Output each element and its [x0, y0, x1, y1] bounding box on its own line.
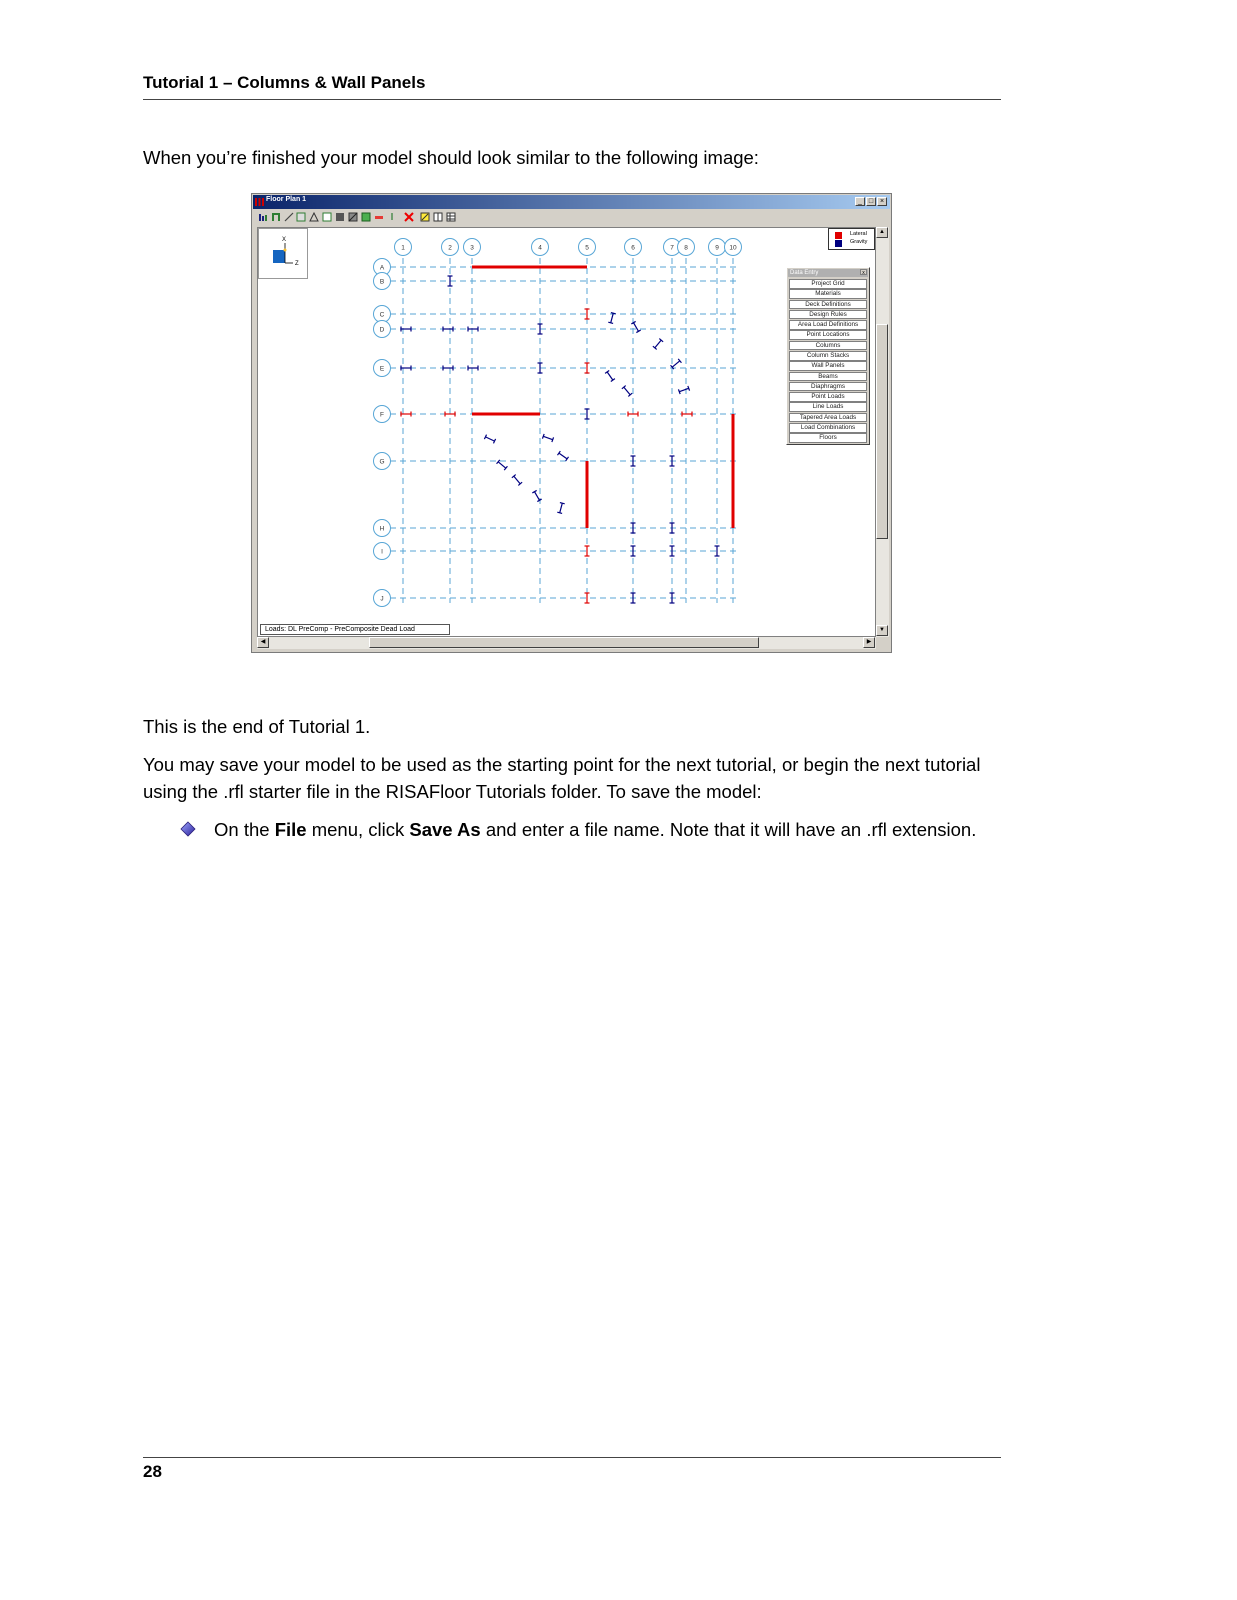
grid-label-row: D: [379, 326, 385, 334]
page-header: Tutorial 1 – Columns & Wall Panels: [143, 73, 426, 92]
data-entry-item-diaphragms[interactable]: Diaphragms: [789, 382, 867, 392]
end-paragraph: This is the end of Tutorial 1.: [143, 716, 371, 737]
grid-label-row: G: [379, 458, 385, 466]
vertical-scrollbar[interactable]: [876, 227, 889, 637]
grid-label-col: 10: [729, 244, 737, 252]
data-entry-item-columns[interactable]: Columns: [789, 341, 867, 351]
page-number: 28: [143, 1462, 162, 1481]
data-entry-item-column-stacks[interactable]: Column Stacks: [789, 351, 867, 361]
grid-label-col: 6: [631, 244, 635, 252]
deck-tool-icon[interactable]: [322, 212, 332, 222]
minimize-button[interactable]: _: [855, 197, 865, 206]
axis-indicator: [258, 228, 308, 279]
grid-label-row: I: [381, 548, 383, 556]
column-symbol: [653, 339, 663, 350]
column-symbol: [512, 475, 522, 486]
table-icon[interactable]: [433, 212, 443, 222]
panel-tool-icon[interactable]: [335, 212, 345, 222]
column-symbol: [622, 386, 632, 397]
legend-lateral: Lateral: [850, 231, 867, 237]
column-symbol: [484, 435, 495, 444]
footer-rule: [143, 1457, 1001, 1458]
grid-label-col: 9: [715, 244, 719, 252]
horizontal-scroll-thumb[interactable]: [369, 637, 759, 648]
floor-plan-window: [251, 193, 892, 653]
columns-tool-icon[interactable]: [258, 212, 268, 222]
data-entry-item-beams[interactable]: Beams: [789, 372, 867, 382]
data-entry-item-materials[interactable]: Materials: [789, 289, 867, 299]
data-entry-item-floors[interactable]: Floors: [789, 433, 867, 443]
grid-label-row: J: [380, 595, 384, 603]
data-entry-item-project-grid[interactable]: Project Grid: [789, 279, 867, 289]
window-title: Floor Plan 1: [266, 196, 307, 203]
column-symbol: [468, 366, 478, 371]
grid-label-row: E: [379, 365, 385, 373]
vertical-scroll-thumb[interactable]: [876, 324, 888, 539]
point-load-icon[interactable]: [387, 212, 397, 222]
column-symbol: [605, 370, 615, 381]
area-tool-icon[interactable]: [309, 212, 319, 222]
save-paragraph: You may save your model to be used as the starting point for the next tutorial, or begin the next tutorial using the .rfl starter file in the RISAFloor Tutorials folder. To save the model:: [143, 754, 981, 802]
axis-z-label: Z: [295, 261, 299, 267]
grid-label-col: 7: [670, 244, 674, 252]
legend-gravity: Gravity: [850, 239, 868, 245]
scroll-left-button[interactable]: ◀: [257, 637, 269, 648]
load-tool-icon[interactable]: [374, 212, 384, 222]
bullet-text: On the File menu, click Save As and enter a file name. Note that it will have an .rfl extension.: [214, 819, 977, 840]
grid-label-col: 2: [448, 244, 452, 252]
save-as-ref: Save As: [409, 819, 481, 840]
header-rule: [143, 99, 1001, 100]
delete-icon[interactable]: [404, 212, 414, 222]
data-entry-item-wall-panels[interactable]: Wall Panels: [789, 361, 867, 371]
grid-label-row: H: [379, 525, 385, 533]
grid-label-row: B: [379, 278, 385, 286]
green-box-icon[interactable]: [361, 212, 371, 222]
data-entry-item-line-loads[interactable]: Line Loads: [789, 402, 867, 412]
drawing-canvas[interactable]: [257, 227, 876, 637]
file-menu-ref: File: [274, 819, 307, 840]
toolbar: [254, 210, 890, 225]
scroll-up-button[interactable]: ▲: [876, 227, 888, 238]
grid-label-col: 1: [401, 244, 405, 252]
floor-plan-drawing: [258, 228, 876, 637]
data-entry-item-load-combinations[interactable]: Load Combinations: [789, 423, 867, 433]
maximize-button[interactable]: □: [866, 197, 876, 206]
grid-label-row: C: [379, 311, 385, 319]
column-symbol: [678, 386, 689, 394]
data-entry-panel: [786, 267, 870, 445]
grid-label-col: 4: [538, 244, 542, 252]
draw-beam-icon[interactable]: [284, 212, 294, 222]
window-title-bar[interactable]: [253, 195, 890, 209]
spreadsheet-icon[interactable]: [446, 212, 456, 222]
horizontal-scrollbar[interactable]: [257, 637, 876, 649]
column-symbol: [542, 434, 553, 442]
close-button[interactable]: ×: [877, 197, 887, 206]
frame-tool-icon[interactable]: [271, 212, 281, 222]
data-entry-item-tapered-area-loads[interactable]: Tapered Area Loads: [789, 413, 867, 423]
data-entry-item-point-loads[interactable]: Point Loads: [789, 392, 867, 402]
gravity-swatch: [835, 240, 842, 247]
grid-label-row: F: [380, 411, 384, 419]
edit-icon[interactable]: [420, 212, 430, 222]
data-entry-item-design-rules[interactable]: Design Rules: [789, 310, 867, 320]
data-entry-item-deck-definitions[interactable]: Deck Definitions: [789, 300, 867, 310]
column-symbol: [443, 366, 453, 371]
lateral-swatch: [835, 232, 842, 239]
grid-label-row: A: [379, 264, 385, 272]
intro-paragraph: When you’re finished your model should look similar to the following image:: [143, 147, 759, 168]
column-symbol: [443, 327, 453, 332]
status-bar: Loads: DL PreComp - PreComposite Dead Load: [260, 624, 450, 635]
app-icon: [255, 197, 264, 206]
scroll-down-button[interactable]: ▼: [876, 625, 888, 636]
data-entry-item-point-locations[interactable]: Point Locations: [789, 330, 867, 340]
color-legend: [828, 228, 875, 250]
diamond-bullet-icon: [180, 821, 196, 837]
data-entry-title: Data Entry: [788, 269, 868, 277]
data-entry-close-button[interactable]: x: [860, 269, 867, 275]
grid-label-col: 3: [470, 244, 474, 252]
column-symbol: [468, 327, 478, 332]
wall-tool-icon[interactable]: [348, 212, 358, 222]
grid-label-col: 8: [684, 244, 688, 252]
scroll-right-button[interactable]: ▶: [863, 637, 875, 648]
data-entry-item-area-load-definitions[interactable]: Area Load Definitions: [789, 320, 867, 330]
column-symbol: [682, 412, 692, 417]
column-symbol: [557, 451, 568, 461]
axis-x-label: X: [282, 237, 287, 243]
column-symbol: [557, 503, 564, 514]
grid-label-col: 5: [585, 244, 589, 252]
slab-tool-icon[interactable]: [296, 212, 306, 222]
